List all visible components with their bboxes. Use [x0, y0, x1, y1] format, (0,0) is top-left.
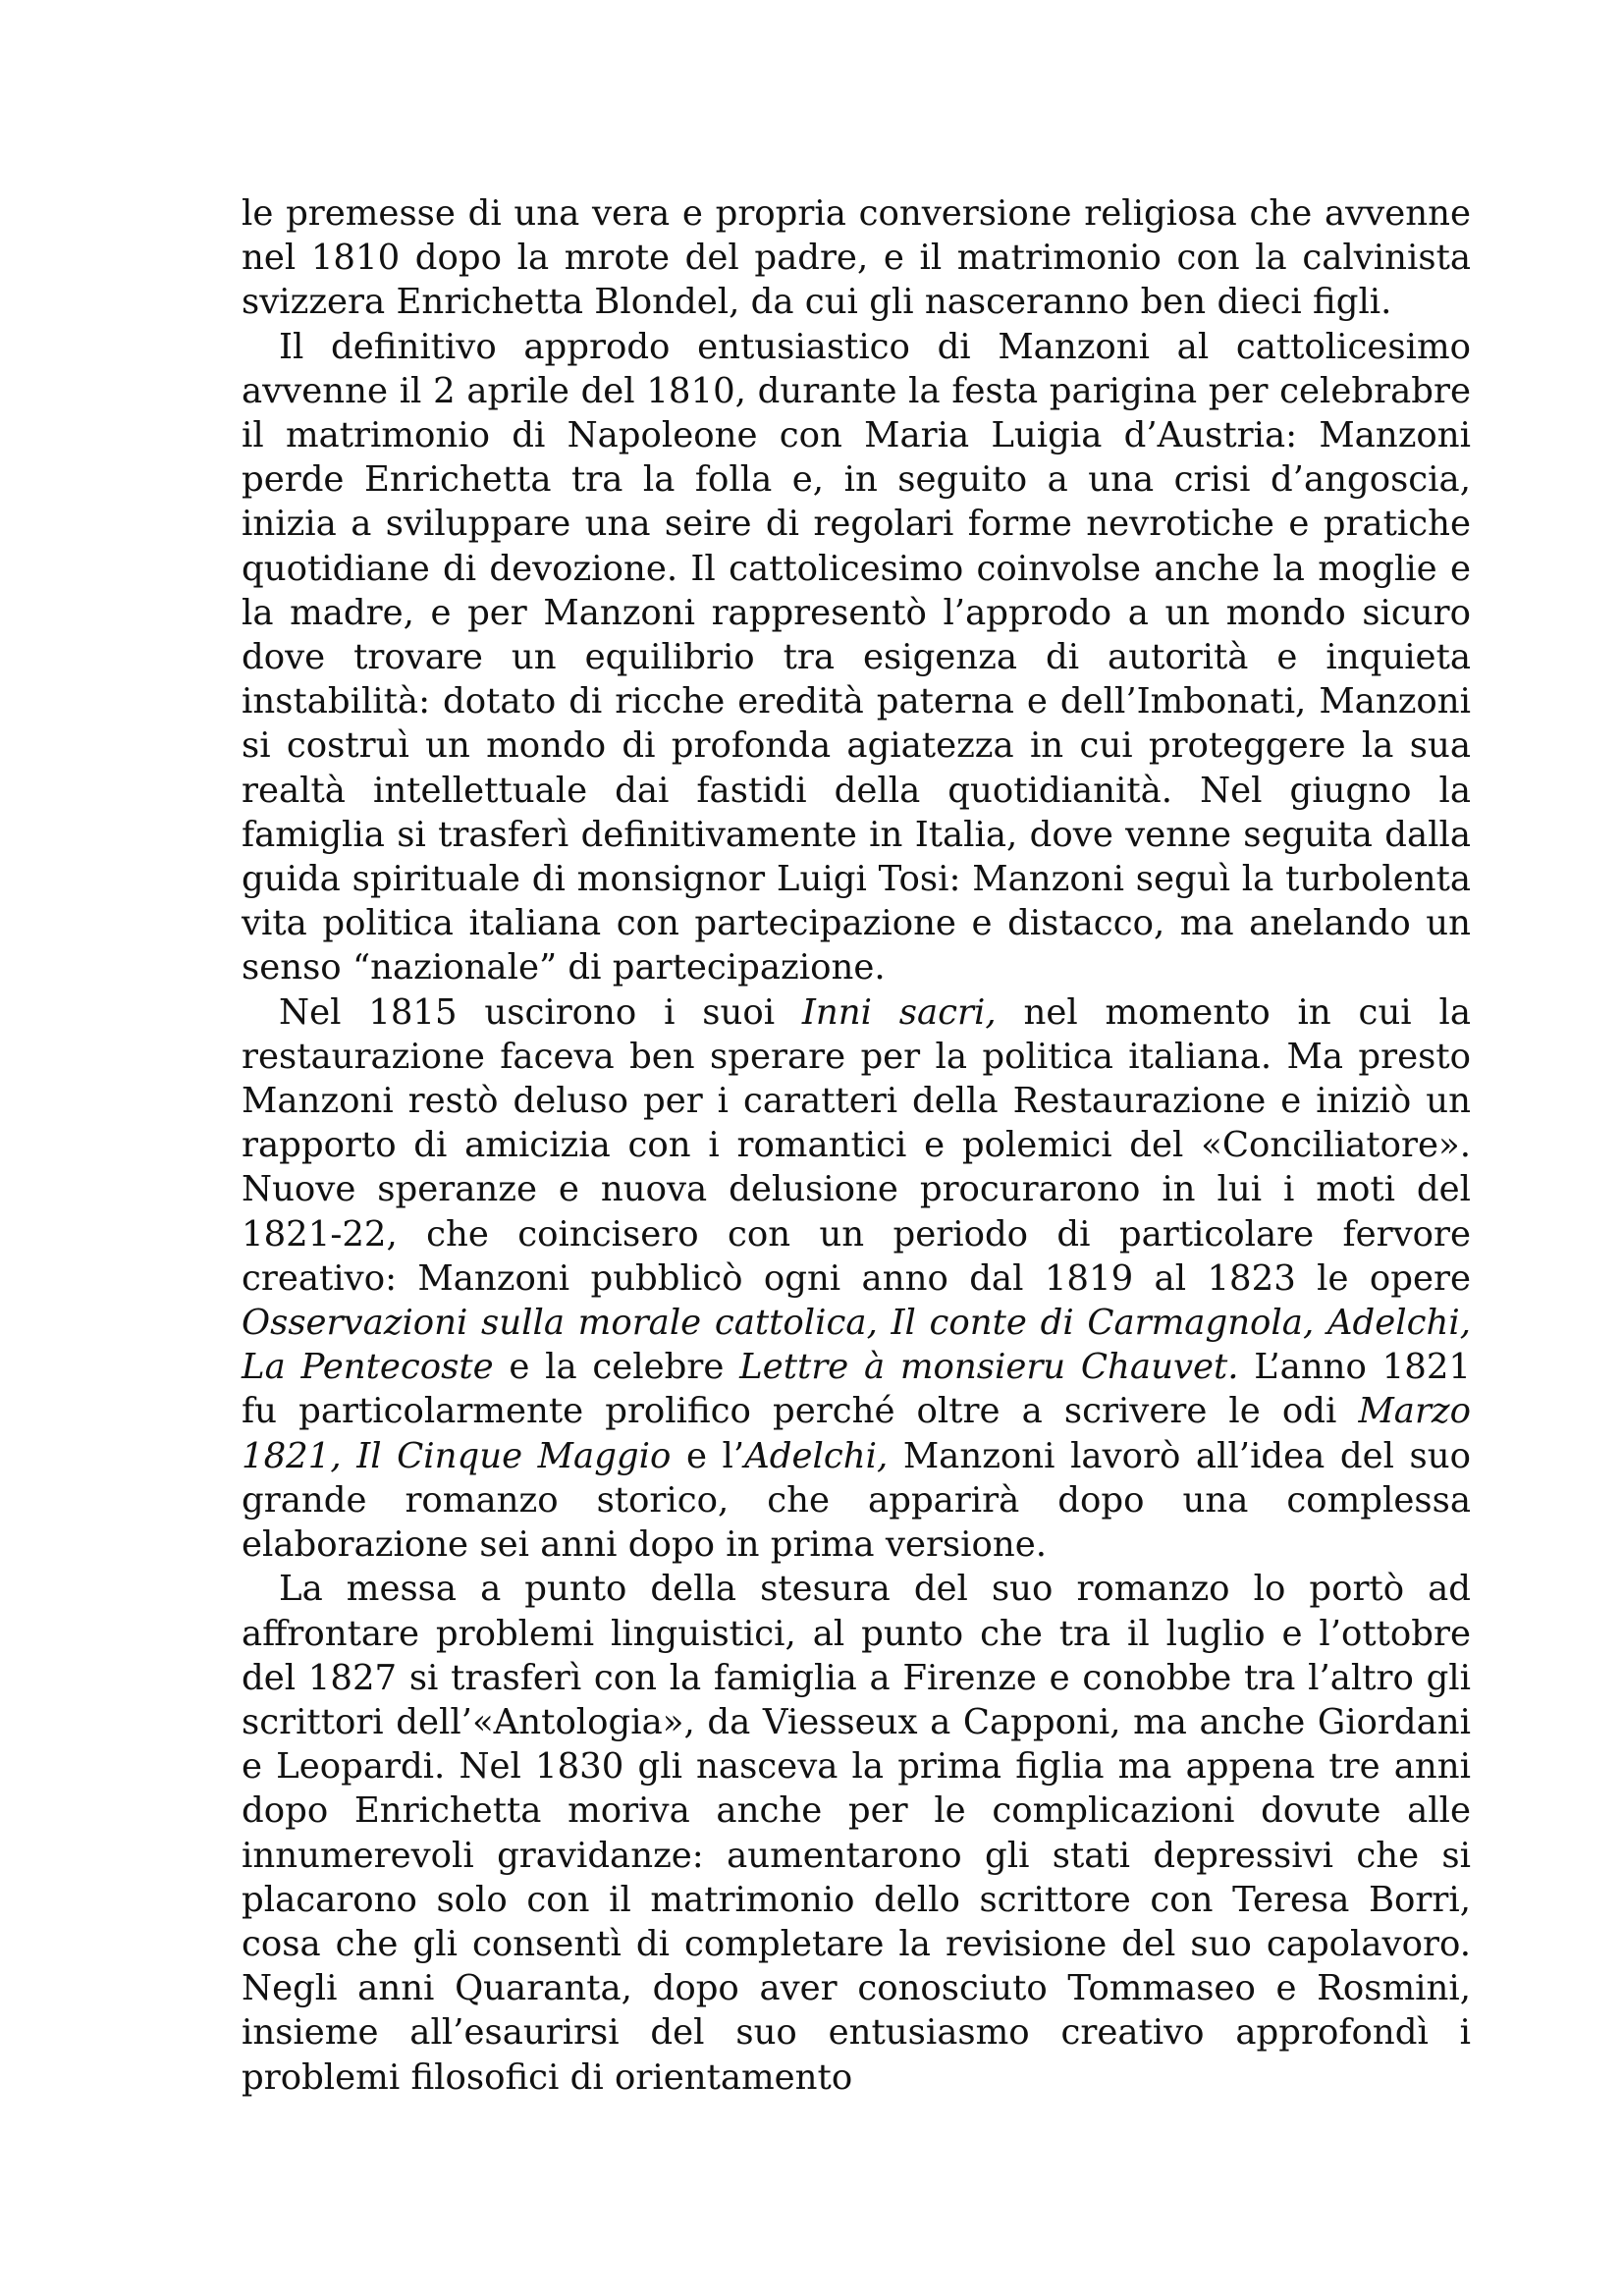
paragraph-works	[242, 990, 1471, 1568]
work-title-inni-sacri: Inni sacri,	[801, 991, 997, 1033]
paragraph-text: Il definitivo approdo entusiastico di Manzoni al cattolicesimo avvenne il 2 aprile del 1810, durante la festa parigina per celebrabre il matrimonio di Napoleone con Maria Luigia d’Austria: Manzoni perde Enrichetta tra la folla e, in seguito a una crisi d’angoscia, inizia a sviluppare una seire di regolari forme nevrotiche e pratiche quotidiane di devozione. Il cattolicesimo coinvolse anche la moglie e la madre, e per Manzoni rappresentò l’approdo a un mondo sicuro dove trovare un equilibrio tra esigenza di autorità e inquieta instabilità: dotato di ricche eredità paterna e dell’Imbonati, Manzoni si costruì un mondo di profonda agiatezza in cui proteggere la sua realtà intellettuale dai fastidi della quotidianità. Nel giugno la famiglia si trasferì definitivamente in Italia, dove venne seguita dalla guida spirituale di monsignor Luigi Tosi: Manzoni seguì la turbolenta vita politica italiana con partecipazione e distacco, ma anelando un senso “nazionale” di partecipazione.	[242, 326, 1471, 988]
paragraph-text: e la celebre	[493, 1347, 740, 1388]
paragraph-conversion	[242, 325, 1471, 990]
work-title-lettre: Lettre à monsieru Chauvet.	[739, 1347, 1239, 1388]
work-title-adelchi: Adelchi,	[744, 1435, 889, 1476]
work-titles-list: Osservazioni sulla morale cattolica, Il conte di Carmagnola, Adelchi, La Pentecoste	[242, 1303, 1471, 1388]
paragraph-text: Manzoni lavorò all’idea del suo grande romanzo storico, che apparirà dopo una complessa elaborazione sei anni dopo in prima versione.	[242, 1435, 1471, 1566]
paragraph-text: le premesse di una vera e propria conversione religiosa che avvenne nel 1810 dopo la mrote del padre, e il matrimonio con la calvinista svizzera Enrichetta Blondel, da cui gli nasceranno ben dieci figli.	[242, 193, 1471, 323]
page-body	[242, 191, 1471, 2100]
paragraph-text: La messa a punto della stesura del suo romanzo lo portò ad affrontare problemi linguistici, al punto che tra il luglio e l’ottobre del 1827 si trasferì con la famiglia a Firenze e conobbe tra l’altro gli scrittori dell’«Antologia», da Viesseux a Capponi, ma anche Giordani e Leopardi. Nel 1830 gli nasceva la prima figlia ma appena tre anni dopo Enrichetta moriva anche per le complicazioni dovute alle innumerevoli gravidanze: aumentarono gli stati depressivi che si placarono solo con il matrimonio dello scrittore con Teresa Borri, cosa che gli consentì di completare la revisione del suo capolavoro. Negli anni Quaranta, dopo aver conosciuto Tommaseo e Rosmini, insieme all’esaurirsi del suo entusiasmo creativo approfondì i problemi filosofici di orientamento	[242, 1569, 1471, 2098]
paragraph-romance	[242, 1567, 1471, 2099]
paragraph-text: e l’	[671, 1435, 745, 1476]
paragraph-continuation	[242, 191, 1471, 325]
work-titles-odi: Marzo 1821, Il Cinque Maggio	[242, 1391, 1471, 1476]
paragraph-text: L’anno 1821 fu particolarmente prolifico perché oltre a scrivere le odi	[242, 1347, 1471, 1432]
paragraph-text: Nel 1815 uscirono i suoi	[279, 991, 802, 1033]
paragraph-text: nel momento in cui la restaurazione faceva ben sperare per la politica italiana. Ma presto Manzoni restò deluso per i caratteri della Restaurazione e iniziò un rapporto di amicizia con i romantici e polemici del «Conciliatore». Nuove speranze e nuova delusione procurarono in lui i moti del 1821-22, che coincisero con un periodo di particolare fervore creativo: Manzoni pubblicò ogni anno dal 1819 al 1823 le opere	[242, 991, 1471, 1299]
